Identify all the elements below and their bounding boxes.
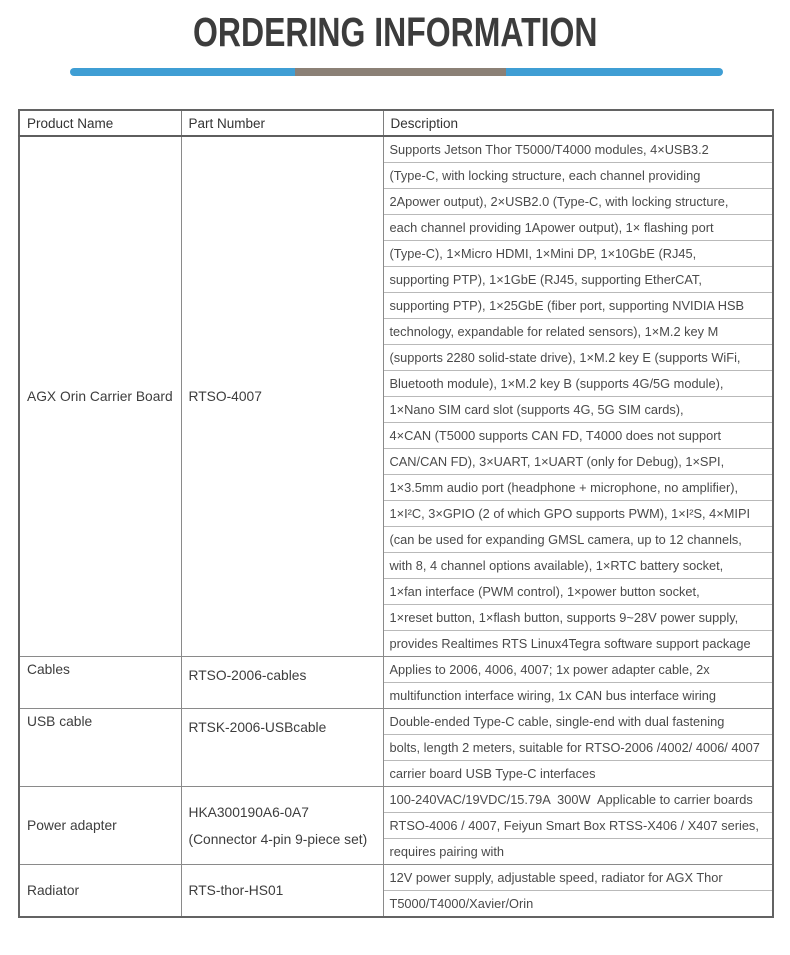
description-line: 1×reset button, 1×flash button, supports 9~28V power supply, <box>383 605 773 631</box>
column-header-part-number: Part Number <box>181 110 383 136</box>
title-divider <box>70 68 723 76</box>
table-row <box>19 136 773 163</box>
part-number-line: HKA300190A6-0A7 <box>188 804 309 820</box>
description-line: supporting PTP), 1×1GbE (RJ45, supporting EtherCAT, <box>383 267 773 293</box>
description-line: 1×fan interface (PWM control), 1×power button socket, <box>383 579 773 605</box>
description-line: (Type-C, with locking structure, each channel providing <box>383 163 773 189</box>
part-number-line: (Connector 4-pin 9-piece set) <box>188 831 368 847</box>
description-line: 1×Nano SIM card slot (supports 4G, 5G SIM cards), <box>383 397 773 423</box>
description-line: Bluetooth module), 1×M.2 key B (supports 4G/5G module), <box>383 371 773 397</box>
description-line: (Type-C), 1×Micro HDMI, 1×Mini DP, 1×10GbE (RJ45, <box>383 241 773 267</box>
description-line: Applies to 2006, 4006, 4007; 1x power adapter cable, 2x <box>383 657 773 683</box>
table-header-row <box>19 110 773 136</box>
divider-blue-left-segment <box>70 68 295 76</box>
product-name-cell: USB cable <box>19 709 181 787</box>
part-number-line: RTSO-2006-cables <box>188 668 307 683</box>
description-line: (can be used for expanding GMSL camera, up to 12 channels, <box>383 527 773 553</box>
description-line: RTSO-4006 / 4007, Feiyun Smart Box RTSS-X406 / X407 series, <box>383 813 773 839</box>
ordering-information-table <box>18 109 774 918</box>
description-line: Supports Jetson Thor T5000/T4000 modules, 4×USB3.2 <box>383 136 773 163</box>
divider-blue-right-segment <box>506 68 723 76</box>
part-number-line: RTSO-4007 <box>188 389 262 404</box>
page-header <box>0 10 790 58</box>
description-line: supporting PTP), 1×25GbE (fiber port, supporting NVIDIA HSB <box>383 293 773 319</box>
table-row <box>19 657 773 683</box>
page-title: ORDERING INFORMATION <box>192 9 598 55</box>
product-name-cell: Radiator <box>19 865 181 918</box>
description-line: Double-ended Type-C cable, single-end with dual fastening <box>383 709 773 735</box>
description-line: bolts, length 2 meters, suitable for RTSO-2006 /4002/ 4006/ 4007 <box>383 735 773 761</box>
description-line: with 8, 4 channel options available), 1×RTC battery socket, <box>383 553 773 579</box>
description-line: each channel providing 1Apower output), 1× flashing port <box>383 215 773 241</box>
product-name-cell: Cables <box>19 657 181 709</box>
part-number-cell <box>181 787 383 865</box>
product-name-cell: Power adapter <box>19 787 181 865</box>
table-row <box>19 865 773 891</box>
column-header-description: Description <box>383 110 773 136</box>
part-number-cell <box>181 657 383 709</box>
description-line: T5000/T4000/Xavier/Orin <box>383 891 773 918</box>
product-name-cell: AGX Orin Carrier Board <box>19 136 181 657</box>
description-line: 1×3.5mm audio port (headphone + microphone, no amplifier), <box>383 475 773 501</box>
description-line: multifunction interface wiring, 1x CAN bus interface wiring <box>383 683 773 709</box>
description-line: 4×CAN (T5000 supports CAN FD, T4000 does not support <box>383 423 773 449</box>
table-row <box>19 787 773 813</box>
description-line: CAN/CAN FD), 3×UART, 1×UART (only for Debug), 1×SPI, <box>383 449 773 475</box>
table-row <box>19 709 773 735</box>
description-line: 12V power supply, adjustable speed, radiator for AGX Thor <box>383 865 773 891</box>
part-number-cell <box>181 709 383 787</box>
description-line: 100-240VAC/19VDC/15.79A 300W Applicable to carrier boards <box>383 787 773 813</box>
part-number-line: RTS-thor-HS01 <box>188 883 284 898</box>
part-number-line: RTSK-2006-USBcable <box>188 720 327 735</box>
description-line: 1×I²C, 3×GPIO (2 of which GPO supports PWM), 1×I²S, 4×MIPI <box>383 501 773 527</box>
part-number-cell <box>181 865 383 918</box>
description-line: 2Apower output), 2×USB2.0 (Type-C, with locking structure, <box>383 189 773 215</box>
description-line: provides Realtimes RTS Linux4Tegra software support package <box>383 631 773 657</box>
part-number-cell <box>181 136 383 657</box>
divider-gray-middle-segment <box>295 68 506 76</box>
description-line: (supports 2280 solid-state drive), 1×M.2 key E (supports WiFi, <box>383 345 773 371</box>
column-header-product-name: Product Name <box>19 110 181 136</box>
description-line: carrier board USB Type-C interfaces <box>383 761 773 787</box>
description-line: requires pairing with <box>383 839 773 865</box>
description-line: technology, expandable for related sensors), 1×M.2 key M <box>383 319 773 345</box>
